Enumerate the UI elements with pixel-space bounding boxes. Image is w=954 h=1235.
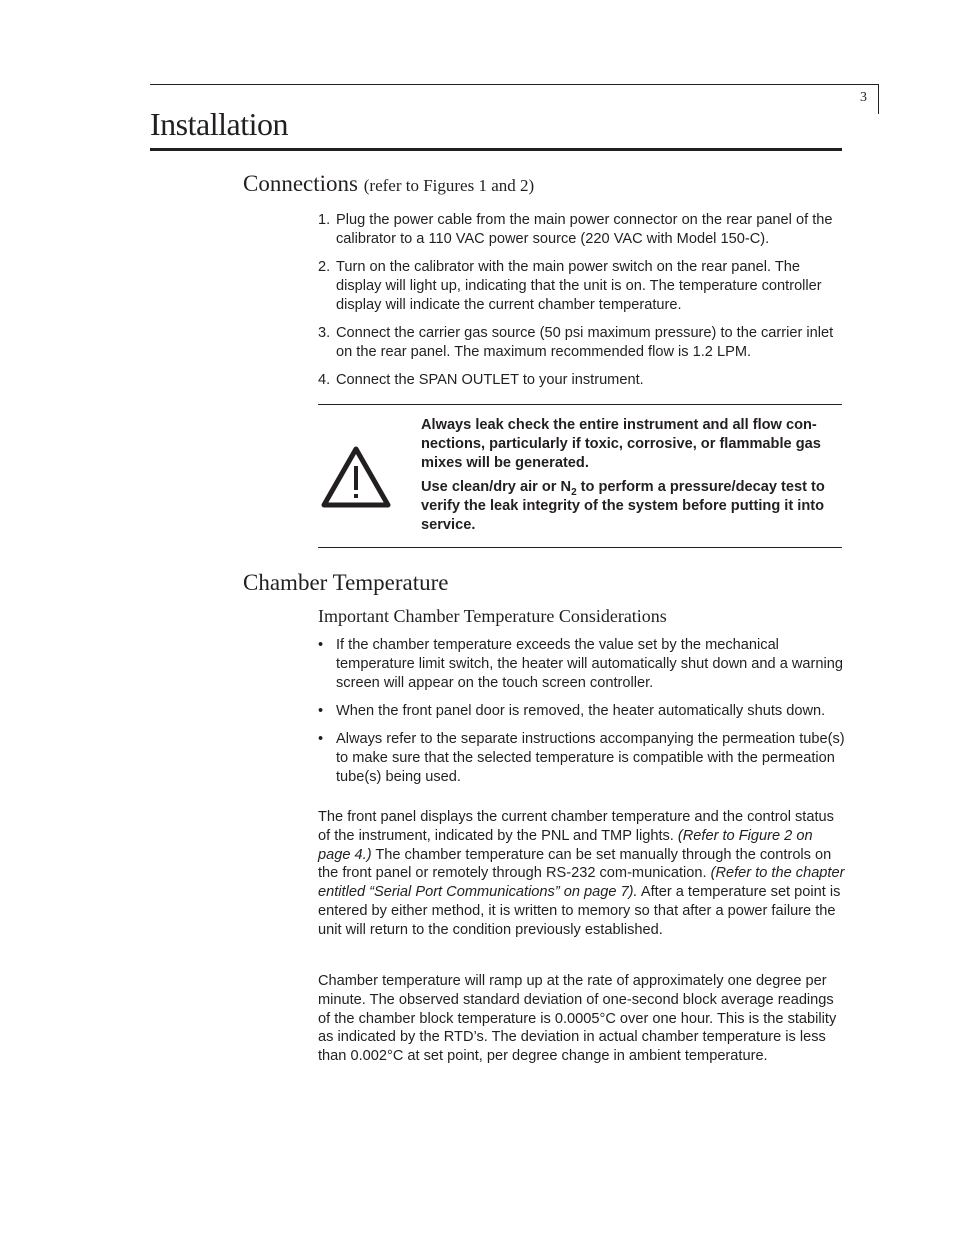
step-number: 2.: [318, 258, 331, 275]
warning-triangle-icon: [320, 444, 392, 510]
bullet: •: [318, 637, 324, 653]
step-number: 1.: [318, 212, 331, 228]
chapter-title-rule: [150, 148, 842, 151]
bullet-text: Always refer to the separate instructions accompanying the permeation tube(s) to make sure that the selected temperature is compatible with the permeation tube(s) being used.: [336, 730, 845, 785]
bullet-text: If the chamber temperature exceeds the value set by the mechanical temperature limit switch, the heater will automatically shut down and a warning screen will appear on the touch screen controller.: [336, 637, 843, 691]
bullet-text: When the front panel door is removed, the heater automatically shuts down.: [336, 702, 826, 719]
header-corner-tick: [878, 84, 879, 114]
chapter-title: Installation: [150, 106, 288, 142]
step-text: Connect the SPAN OUTLET to your instrument.: [336, 371, 644, 388]
list-item: [318, 636, 848, 692]
list-item: [318, 730, 848, 786]
step-number: 3.: [318, 324, 331, 341]
warning-text: [421, 416, 845, 541]
figure-reference: (Refer to Figure 2 on page 4.): [318, 827, 813, 863]
bullet: •: [318, 730, 324, 747]
warning-line-2: Use clean/dry air or $N_2$ to perform a pressure/decay test to verify the leak integrity of the system before putting it into service.: [421, 479, 825, 533]
front-panel-paragraph: The front panel displays the current chamber temperature and the control status of the instrument, indicated by the PNL and TMP lights. (Refer to Figure 2 on page 4.) The chamber temperature can be set manually through the controls on the front panel or remotely through RS-232 com-munication. (Refer to the chapter entitled “Serial Port Communications” on page 7). After a temperature set point is entered by either method, it is written to memory so that after a power failure the unit will return to the condition previously established.: [318, 809, 845, 938]
list-item: [318, 258, 848, 314]
step-text: Plug the power cable from the main power connector on the rear panel of the calibrator to a 110 VAC power source (220 VAC with Model 150-C).: [336, 212, 833, 247]
list-item: [318, 371, 848, 390]
considerations-list: [318, 636, 848, 796]
connections-heading: [243, 171, 534, 197]
chapter-reference: (Refer to the chapter entitled “Serial Port Communications” on page 7).: [318, 865, 845, 901]
warning-bottom-rule: [318, 547, 842, 548]
step-text: Turn on the calibrator with the main power switch on the rear panel. The display will light up, indicating that the unit is on. The temperature controller display will indicate the current chamber temperature.: [336, 258, 822, 313]
chamber-temperature-heading: Chamber Temperature: [243, 570, 449, 595]
header-rule: [150, 84, 879, 85]
ramp-rate-paragraph: Chamber temperature will ramp up at the rate of approximately one degree per minute. The observed standard deviation of one-second block average readings of the chamber block temperature is 0.0005°C over one hour. This is the stability as indicated by the RTD’s. The deviation in actual chamber temperature is less than 0.002°C at set point, per degree change in ambient temperature.: [318, 973, 837, 1065]
considerations-subheading: Important Chamber Temperature Considerations: [318, 606, 667, 626]
list-item: [318, 211, 848, 249]
connections-heading-ref: (refer to Figures 1 and 2): [363, 176, 535, 195]
list-item: [318, 702, 848, 721]
step-text: Connect the carrier gas source (50 psi maximum pressure) to the carrier inlet on the rear panel. The maximum recommended flow is 1.2 LPM.: [336, 324, 834, 360]
list-item: [318, 324, 848, 362]
bullet: •: [318, 702, 324, 719]
warning-top-rule: [318, 404, 842, 405]
page-number: 3: [860, 90, 867, 105]
connections-heading-text: Connections: [243, 171, 358, 196]
connection-steps-list: [318, 211, 848, 399]
warning-line-1: Always leak check the entire instrument and all flow con-nections, particularly if toxic, corrosive, or flammable gas mixes will be generated.: [421, 417, 821, 471]
step-number: 4.: [318, 371, 331, 388]
